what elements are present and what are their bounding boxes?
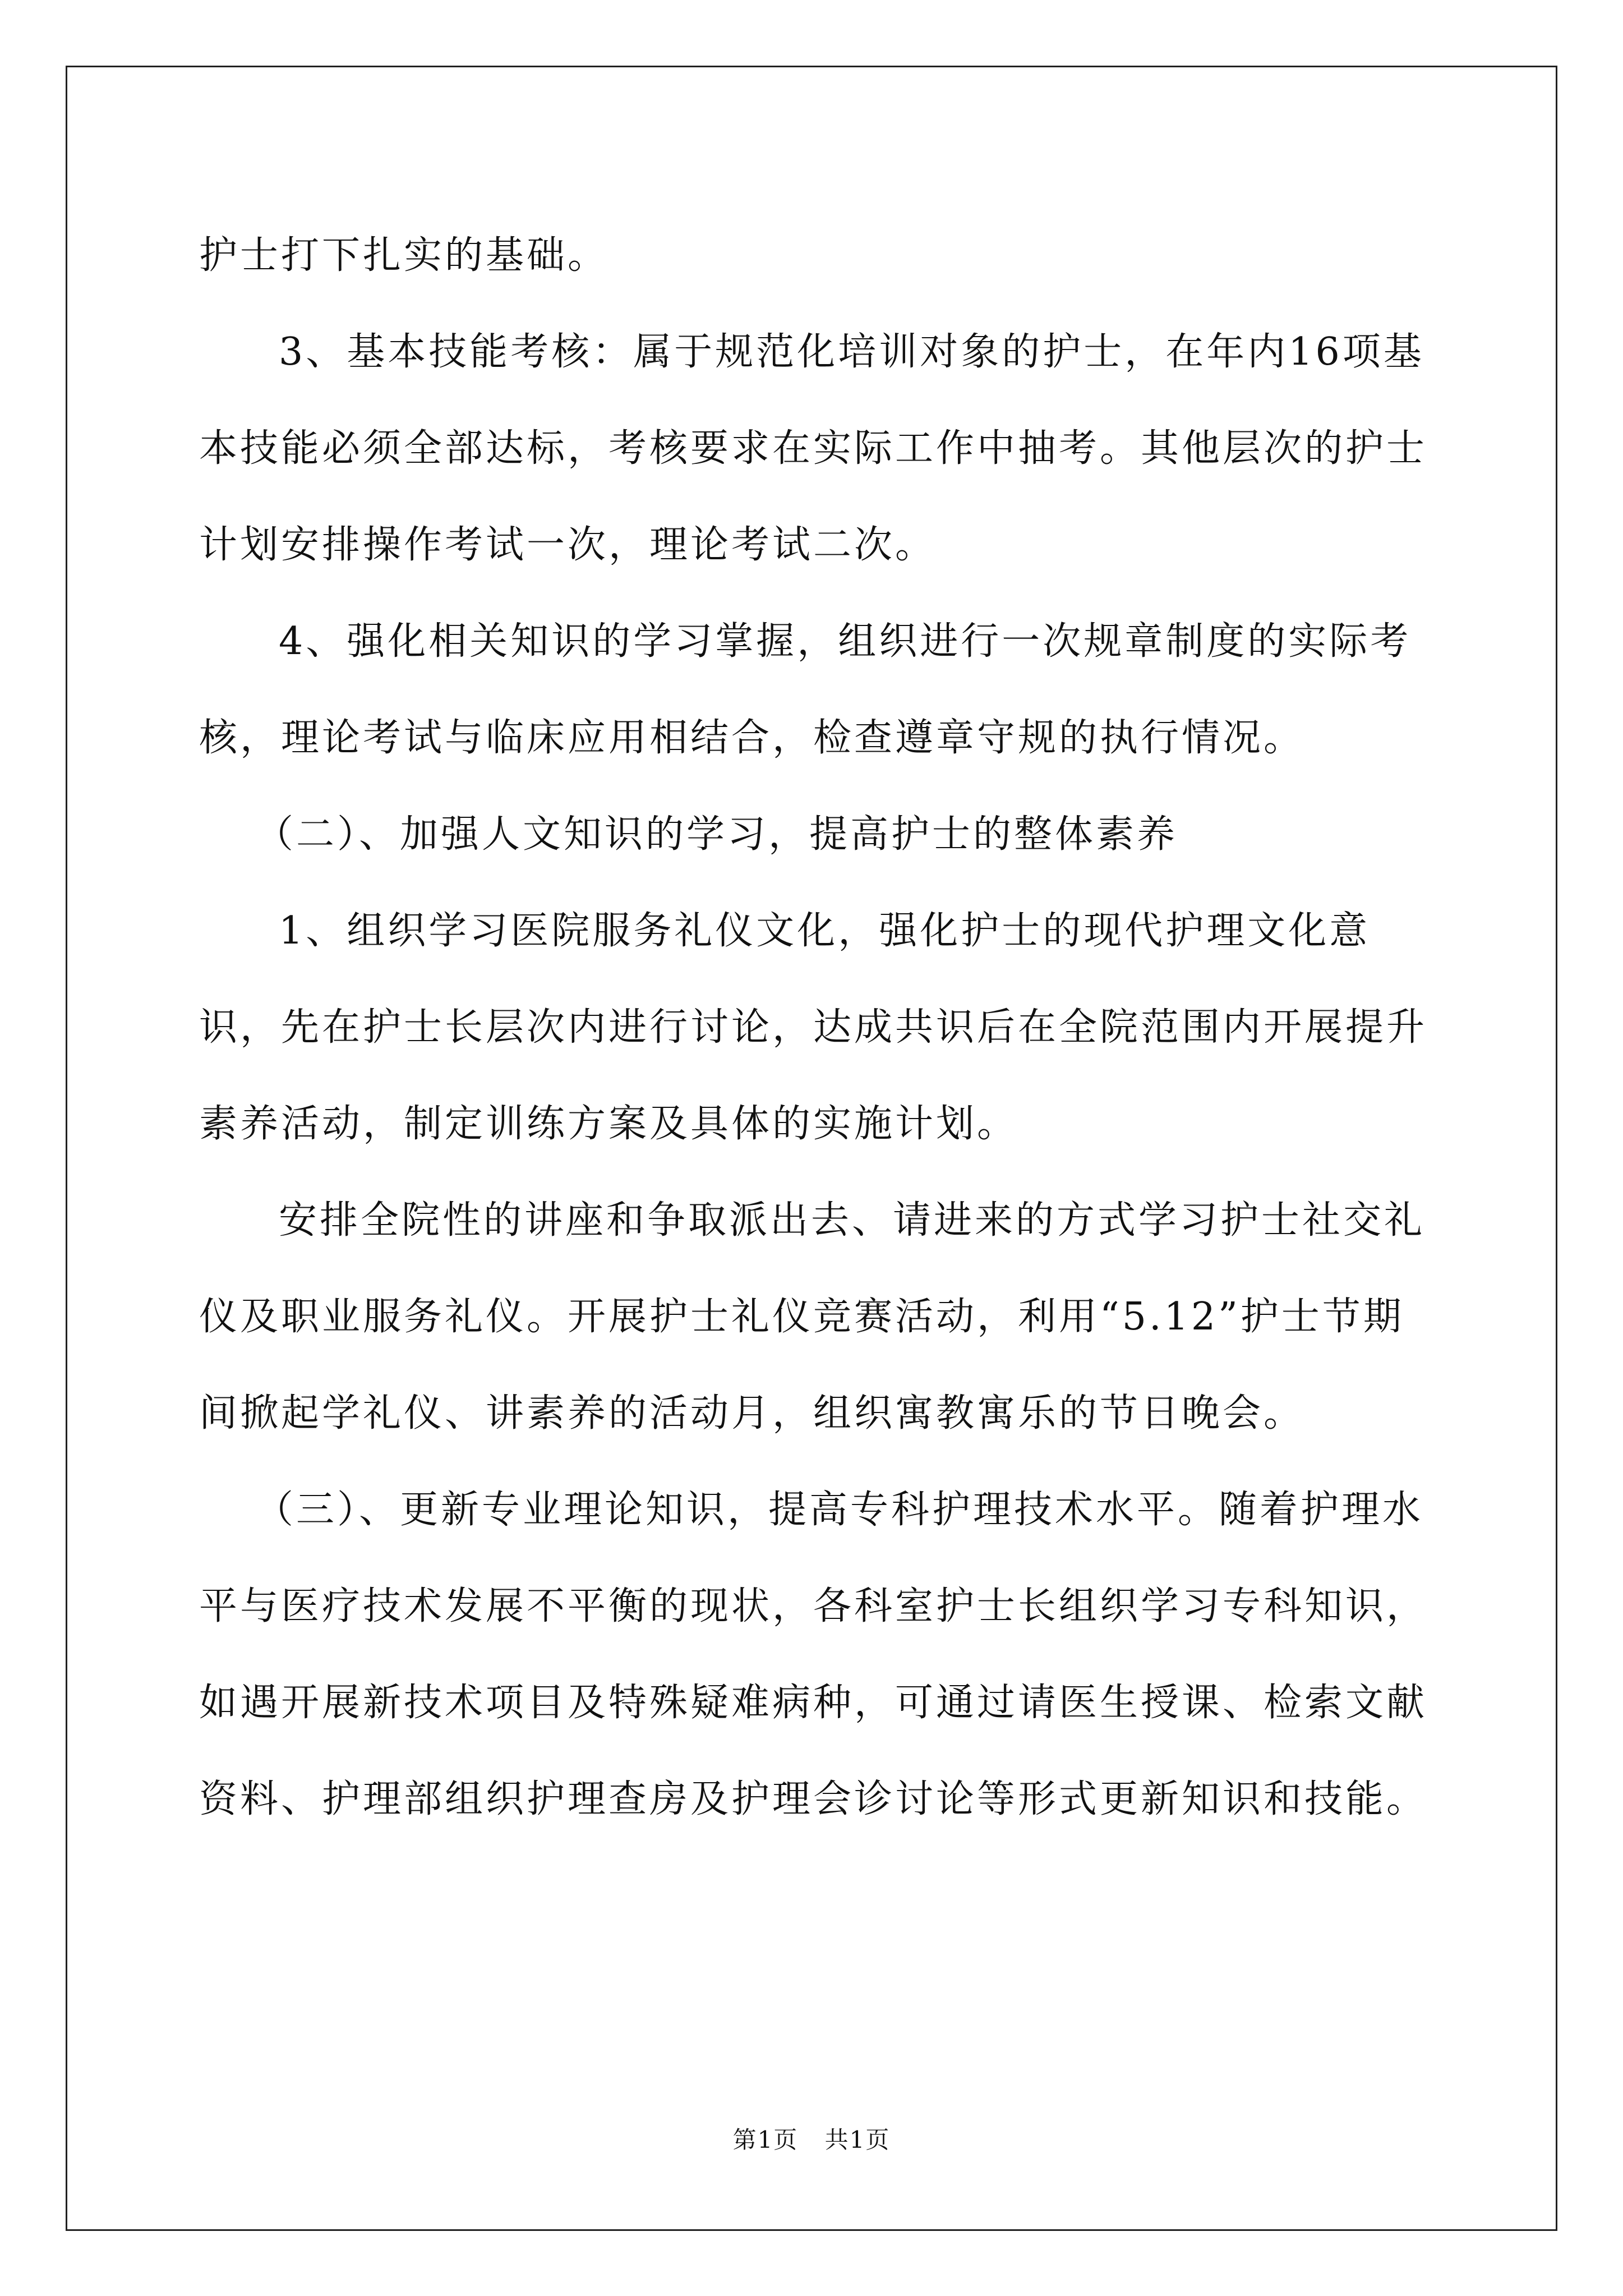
paragraph: （三）、更新专业理论知识，提高专科护理技术水平。随着护理水平与医疗技术发展不平衡的现状，各科室护士长组织学习专科知识，如遇开展新技术项目及特殊疑难病种，可通过请医生授课、检索文献资料、护理部组织护理查房及护理会诊讨论等形式更新知识和技能。: [199, 1488, 1428, 1821]
page-total: 共1页: [824, 2126, 891, 2154]
document-body: [199, 208, 1433, 1848]
paragraph: 安排全院性的讲座和争取派出去、请进来的方式学习护士社交礼仪及职业服务礼仪。开展护士礼仪竞赛活动，利用“5.12”护士节期间掀起学礼仪、讲素养的活动月，组织寓教寓乐的节日晚会。: [199, 1198, 1426, 1435]
section-heading: （二）、加强人文知识的学习，提高护士的整体素养: [255, 812, 1178, 857]
page-footer: [0, 2122, 1623, 2155]
paragraph: 1、组织学习医院服务礼仪文化，强化护士的现代护理文化意识，先在护士长层次内进行讨论，达成共识后在全院范围内开展提升素养活动，制定训练方案及具体的实施计划。: [199, 909, 1428, 1146]
paragraph: 护士打下扎实的基础。: [199, 233, 609, 278]
paragraph: 4、强化相关知识的学习掌握，组织进行一次规章制度的实际考核，理论考试与临床应用相结合，检查遵章守规的执行情况。: [199, 619, 1412, 760]
paragraph: 3、基本技能考核：属于规范化培训对象的护士，在年内16项基本技能必须全部达标，考核要求在实际工作中抽考。其他层次的护士计划安排操作考试一次，理论考试二次。: [199, 330, 1428, 567]
page-number: 第1页: [732, 2126, 799, 2154]
